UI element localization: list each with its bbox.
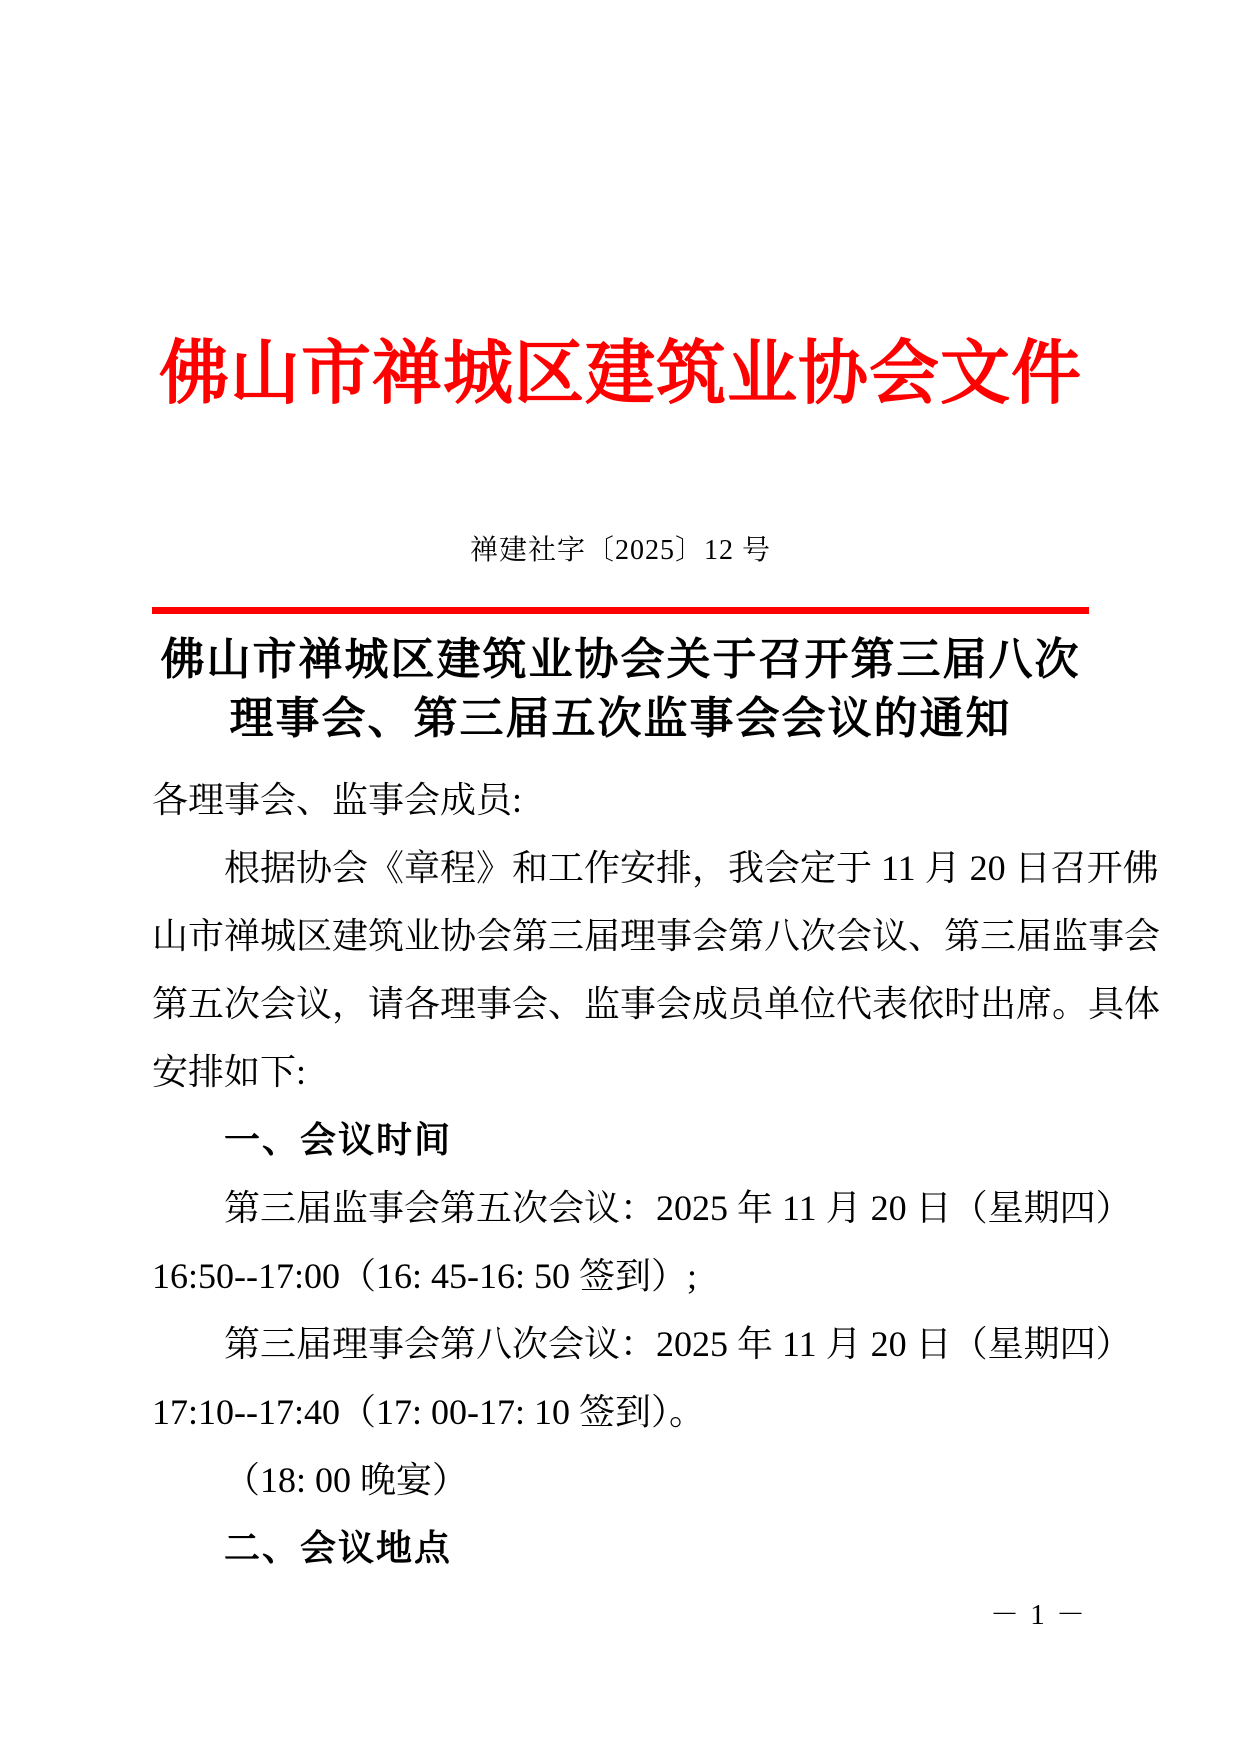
body-line: 第三届监事会第五次会议：2025 年 11 月 20 日（星期四） [224,1188,1132,1228]
body-line: 第三届理事会第八次会议：2025 年 11 月 20 日（星期四） [224,1324,1132,1364]
section-heading: 一、会议时间 [224,1119,453,1160]
body-line: 根据协会《章程》和工作安排，我会定于 11 月 20 日召开佛 [224,848,1159,888]
body-line: 16:50--17:00（16: 45-16: 50 签到）; [152,1256,697,1296]
body-line: 17:10--17:40（17: 00-17: 10 签到）。 [152,1392,705,1432]
notice-title [0,630,1241,748]
red-divider-line [152,607,1089,614]
body-line: 山市禅城区建筑业协会第三届理事会第八次会议、第三届监事会 [152,916,1161,956]
body-line: （18: 00 晚宴） [224,1460,469,1500]
salutation: 各理事会、监事会成员: [152,780,523,820]
body-lines [152,834,1161,1582]
page-number: － 1 － [989,1599,1087,1631]
notice-title-line1: 佛山市禅城区建筑业协会关于召开第三届八次 [160,635,1081,684]
section-heading: 二、会议地点 [224,1527,453,1568]
notice-title-line2: 理事会、第三届五次监事会会议的通知 [229,694,1012,743]
doc-number: 禅建社字〔2025〕12 号 [469,535,771,566]
body-line: 安排如下: [152,1052,307,1092]
body-line: 第五次会议，请各理事会、监事会成员单位代表依时出席。具体 [152,984,1161,1024]
red-header-org-title: 佛山市禅城区建筑业协会文件 [159,336,1082,413]
notice-body [152,766,1161,1582]
